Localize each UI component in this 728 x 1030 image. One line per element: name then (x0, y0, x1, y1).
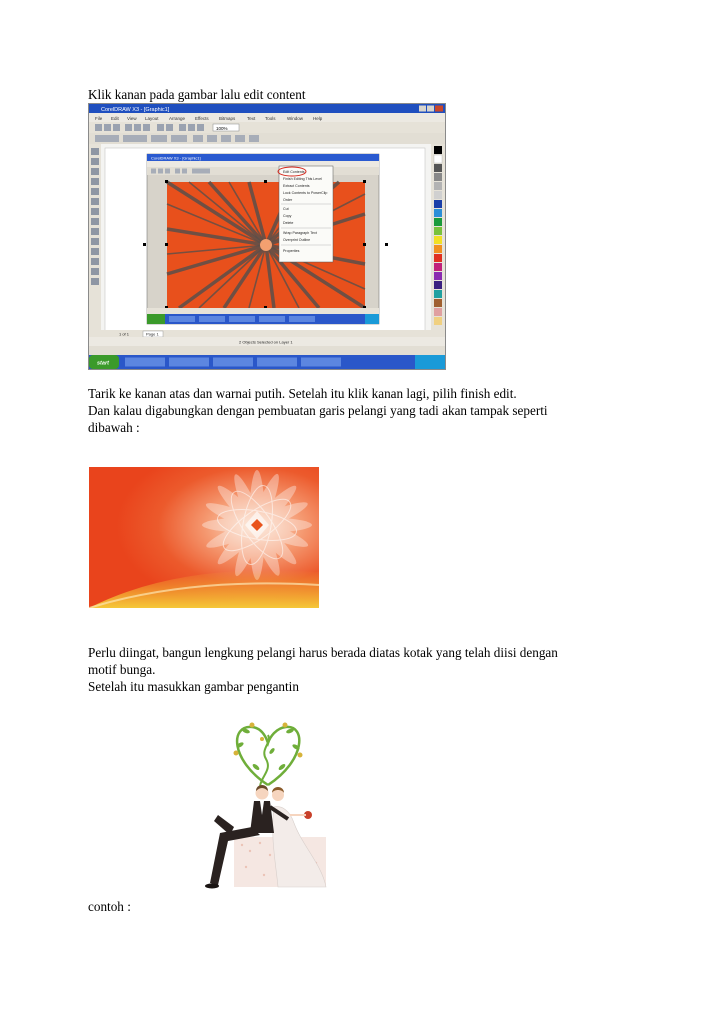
example-label: contoh : (88, 899, 131, 914)
wedding-couple-image (190, 715, 330, 895)
svg-text:Layout: Layout (145, 116, 159, 121)
svg-text:Copy: Copy (283, 214, 292, 218)
svg-text:Edit Contents: Edit Contents (283, 170, 305, 174)
svg-text:View: View (127, 116, 137, 121)
svg-text:Edit: Edit (111, 116, 119, 121)
status-text: 2 Objects Selected on Layer 1 (239, 339, 293, 345)
svg-text:Extract Contents: Extract Contents (283, 184, 310, 188)
zoom-level: 100% (216, 126, 228, 131)
svg-text:Order: Order (283, 198, 293, 202)
svg-text:Wrap Paragraph Text: Wrap Paragraph Text (283, 231, 317, 235)
svg-text:Help: Help (313, 116, 323, 121)
instruction-finish-edit (88, 385, 648, 436)
svg-text:Bitmaps: Bitmaps (219, 116, 236, 121)
svg-text:Delete: Delete (283, 221, 294, 225)
svg-text:Tools: Tools (265, 116, 276, 121)
page-counter: 1 of 1 (119, 331, 130, 337)
start-button: start (97, 360, 109, 367)
rainbow-order-line-1: Perlu diingat, bangun lengkung pelangi harus berada diatas kotak yang telah diisi dengan (88, 645, 558, 660)
svg-text:Lock Contents to PowerClip: Lock Contents to PowerClip (283, 191, 328, 195)
svg-text:Finish Editing This Level: Finish Editing This Level (283, 177, 322, 181)
instruction-rainbow-order (88, 644, 648, 695)
floral-banner-image (89, 467, 319, 608)
instruction-edit-content: Klik kanan pada gambar lalu edit content (88, 87, 306, 102)
finish-edit-line-3: dibawah : (88, 420, 140, 435)
coreldraw-screenshot-drawing (89, 104, 445, 369)
page-tab: Page 1 (146, 331, 159, 337)
svg-text:File: File (95, 116, 103, 121)
svg-text:Window: Window (287, 116, 304, 121)
app-title: CorelDRAW X3 - [Graphic1] (101, 107, 170, 113)
svg-text:Text: Text (247, 116, 256, 121)
finish-edit-line-1: Tarik ke kanan atas dan warnai putih. Setelah itu klik kanan lagi, pilih finish edit. (88, 386, 517, 401)
svg-text:Properties: Properties (283, 249, 300, 253)
finish-edit-line-2: Dan kalau digabungkan dengan pembuatan garis pelangi yang tadi akan tampak seperti (88, 403, 548, 418)
rainbow-order-line-3: Setelah itu masukkan gambar pengantin (88, 679, 299, 694)
rainbow-order-line-2: motif bunga. (88, 662, 156, 677)
svg-text:Overprint Outline: Overprint Outline (283, 238, 311, 242)
svg-text:Cut: Cut (283, 207, 289, 211)
coreldraw-screenshot (88, 103, 446, 370)
svg-text:Arrange: Arrange (169, 116, 186, 121)
svg-text:Effects: Effects (195, 116, 209, 121)
inner-title: CorelDRAW X3 - [Graphic1] (151, 155, 201, 161)
